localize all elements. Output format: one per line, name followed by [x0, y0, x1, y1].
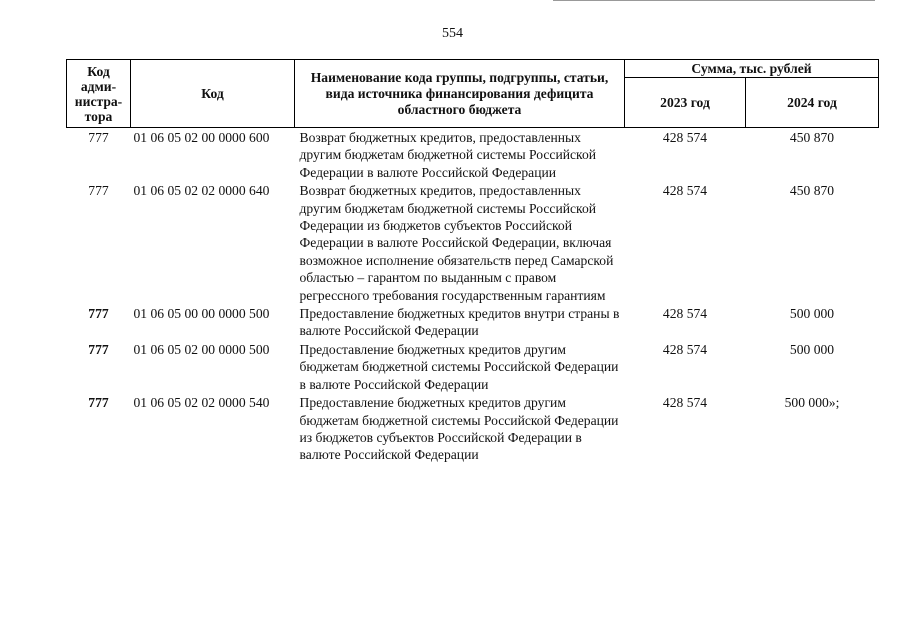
cell-admin: 777 [88, 183, 109, 199]
cell-admin: 777 [88, 341, 109, 357]
cell-code: 01 06 05 02 02 0000 540 [133, 395, 270, 411]
budget-table [66, 59, 879, 465]
cell-name: Предоставление бюджетных кредитов другим бюджетам бюджетной системы Российской Федерации в валюте Российской Федерации [299, 341, 619, 392]
cell-2024: 500 000 [789, 341, 835, 357]
cell-2024: 450 870 [789, 183, 835, 199]
top-edge-line [553, 0, 875, 1]
cell-code: 01 06 05 02 00 0000 500 [133, 341, 270, 357]
cell-name: Возврат бюджетных кредитов, предоставленных другим бюджетам бюджетной системы Российской Федерации из бюджетов субъектов Российской Федерации в валюте Российской Федерации, включая возможное исполнение обязательств перед Самарской областью – гарантом по выданным с правом регрессного требования государственным гарантиям [299, 183, 614, 303]
table-header [67, 60, 879, 128]
cell-2023: 428 574 [662, 306, 708, 322]
header-code: Код [131, 60, 295, 128]
cell-name: Возврат бюджетных кредитов, предоставленных другим бюджетам бюджетной системы Российской Федерации в валюте Российской Федерации [299, 130, 597, 180]
table-body [67, 128, 879, 465]
cell-admin: 777 [88, 395, 109, 411]
table-row [67, 341, 879, 394]
cell-name: Предоставление бюджетных кредитов другим бюджетам бюджетной системы Российской Федерации из бюджетов субъектов Российской Федерации в валюте Российской Федерации [299, 395, 619, 463]
table-row [67, 182, 879, 305]
cell-admin: 777 [88, 130, 109, 145]
cell-2024: 500 000 [789, 306, 835, 322]
table-row [67, 128, 879, 183]
cell-name: Предоставление бюджетных кредитов внутри страны в валюте Российской Федерации [299, 306, 620, 339]
header-sum: Сумма, тыс. рублей [625, 60, 879, 78]
page-number: 554 [442, 26, 463, 41]
cell-admin: 777 [88, 306, 109, 322]
cell-2023: 428 574 [662, 395, 708, 411]
cell-code: 01 06 05 00 00 0000 500 [133, 306, 270, 322]
cell-2023: 428 574 [662, 183, 708, 199]
cell-2023: 428 574 [662, 341, 708, 357]
header-year-2023: 2023 год [625, 78, 746, 128]
header-name: Наименование кода группы, подгруппы, статьи, вида источника финансирования дефицита областного бюджета [295, 60, 625, 128]
header-admin-code: Код адми-нистра-тора [67, 60, 131, 128]
table-row [67, 305, 879, 341]
cell-2023: 428 574 [662, 130, 708, 145]
table-row [67, 394, 879, 465]
cell-code: 01 06 05 02 00 0000 600 [133, 130, 270, 145]
cell-2024: 450 870 [789, 130, 835, 145]
cell-code: 01 06 05 02 02 0000 640 [133, 183, 270, 199]
header-year-2024: 2024 год [746, 78, 879, 128]
cell-2024: 500 000»; [784, 395, 840, 411]
